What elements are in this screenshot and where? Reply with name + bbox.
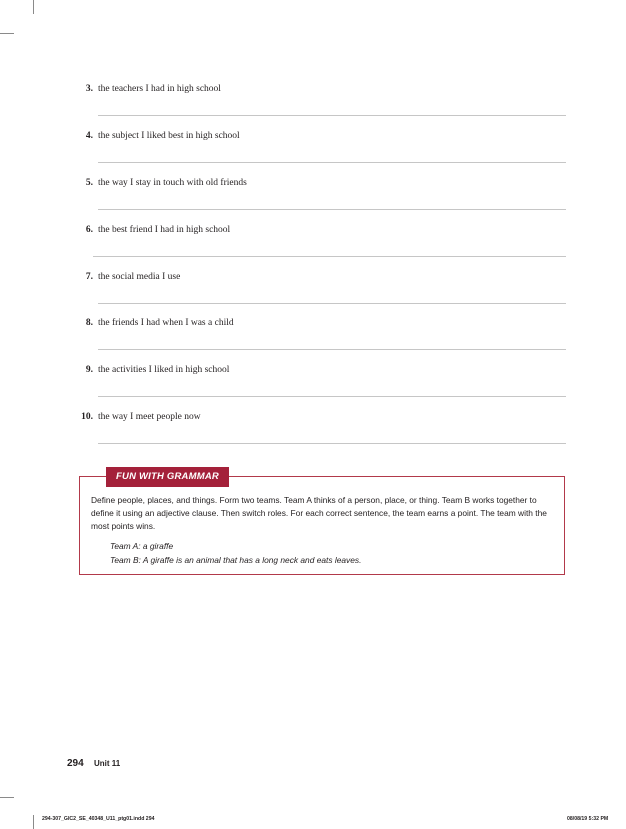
- answer-line[interactable]: [98, 115, 566, 116]
- page-number: 294: [67, 758, 84, 769]
- exercise-item: [0, 272, 626, 292]
- crop-mark: [33, 815, 34, 829]
- item-prompt: the activities I liked in high school: [98, 365, 230, 375]
- exercise-item: [0, 412, 626, 432]
- exercise-item: [0, 84, 626, 104]
- answer-line[interactable]: [98, 303, 566, 304]
- item-number: 4.: [85, 131, 93, 141]
- item-number: 3.: [85, 84, 93, 94]
- item-prompt: the way I stay in touch with old friends: [98, 178, 247, 188]
- item-prompt: the best friend I had in high school: [98, 225, 231, 235]
- item-prompt: the friends I had when I was a child: [98, 318, 234, 328]
- item-prompt: the teachers I had in high school: [98, 84, 221, 94]
- example-team-b: Team B: A giraffe is an animal that has a long neck and eats leaves.: [110, 555, 362, 565]
- exercise-item: [0, 131, 626, 151]
- crop-mark: [0, 33, 14, 34]
- slug-date: 08/08/19 5:32 PM: [567, 816, 609, 822]
- answer-line[interactable]: [98, 443, 566, 444]
- answer-line[interactable]: [98, 162, 566, 163]
- crop-mark: [33, 0, 34, 14]
- item-prompt: the social media I use: [98, 272, 181, 282]
- answer-line[interactable]: [98, 209, 566, 210]
- item-number: 5.: [85, 178, 93, 188]
- exercise-item: [0, 365, 626, 385]
- answer-line[interactable]: [98, 396, 566, 397]
- crop-mark: [0, 797, 14, 798]
- item-number: 9.: [85, 365, 93, 375]
- slug-file-name: 294-307_GIC2_SE_40348_U11_ptg01.indd 294: [42, 816, 155, 822]
- unit-label: Unit 11: [94, 759, 121, 768]
- answer-line[interactable]: [93, 256, 566, 257]
- item-number: 6.: [85, 225, 93, 235]
- item-number: 10.: [81, 412, 93, 422]
- exercise-item: [0, 178, 626, 198]
- fun-with-grammar-instructions: Define people, places, and things. Form two teams. Team A thinks of a person, place, or thing. Team B works together to define it using an adjective clause. Then switch roles. For each correct sentence, the team earns a point. The team with the most points wins.: [91, 495, 547, 531]
- example-team-a: Team A: a giraffe: [110, 541, 174, 551]
- item-number: 8.: [85, 318, 93, 328]
- fun-with-grammar-title: FUN WITH GRAMMAR: [106, 467, 229, 487]
- item-prompt: the way I meet people now: [98, 412, 201, 422]
- answer-line[interactable]: [98, 349, 566, 350]
- exercise-item: [0, 318, 626, 338]
- item-number: 7.: [85, 272, 93, 282]
- exercise-item: [0, 225, 626, 245]
- item-prompt: the subject I liked best in high school: [98, 131, 240, 141]
